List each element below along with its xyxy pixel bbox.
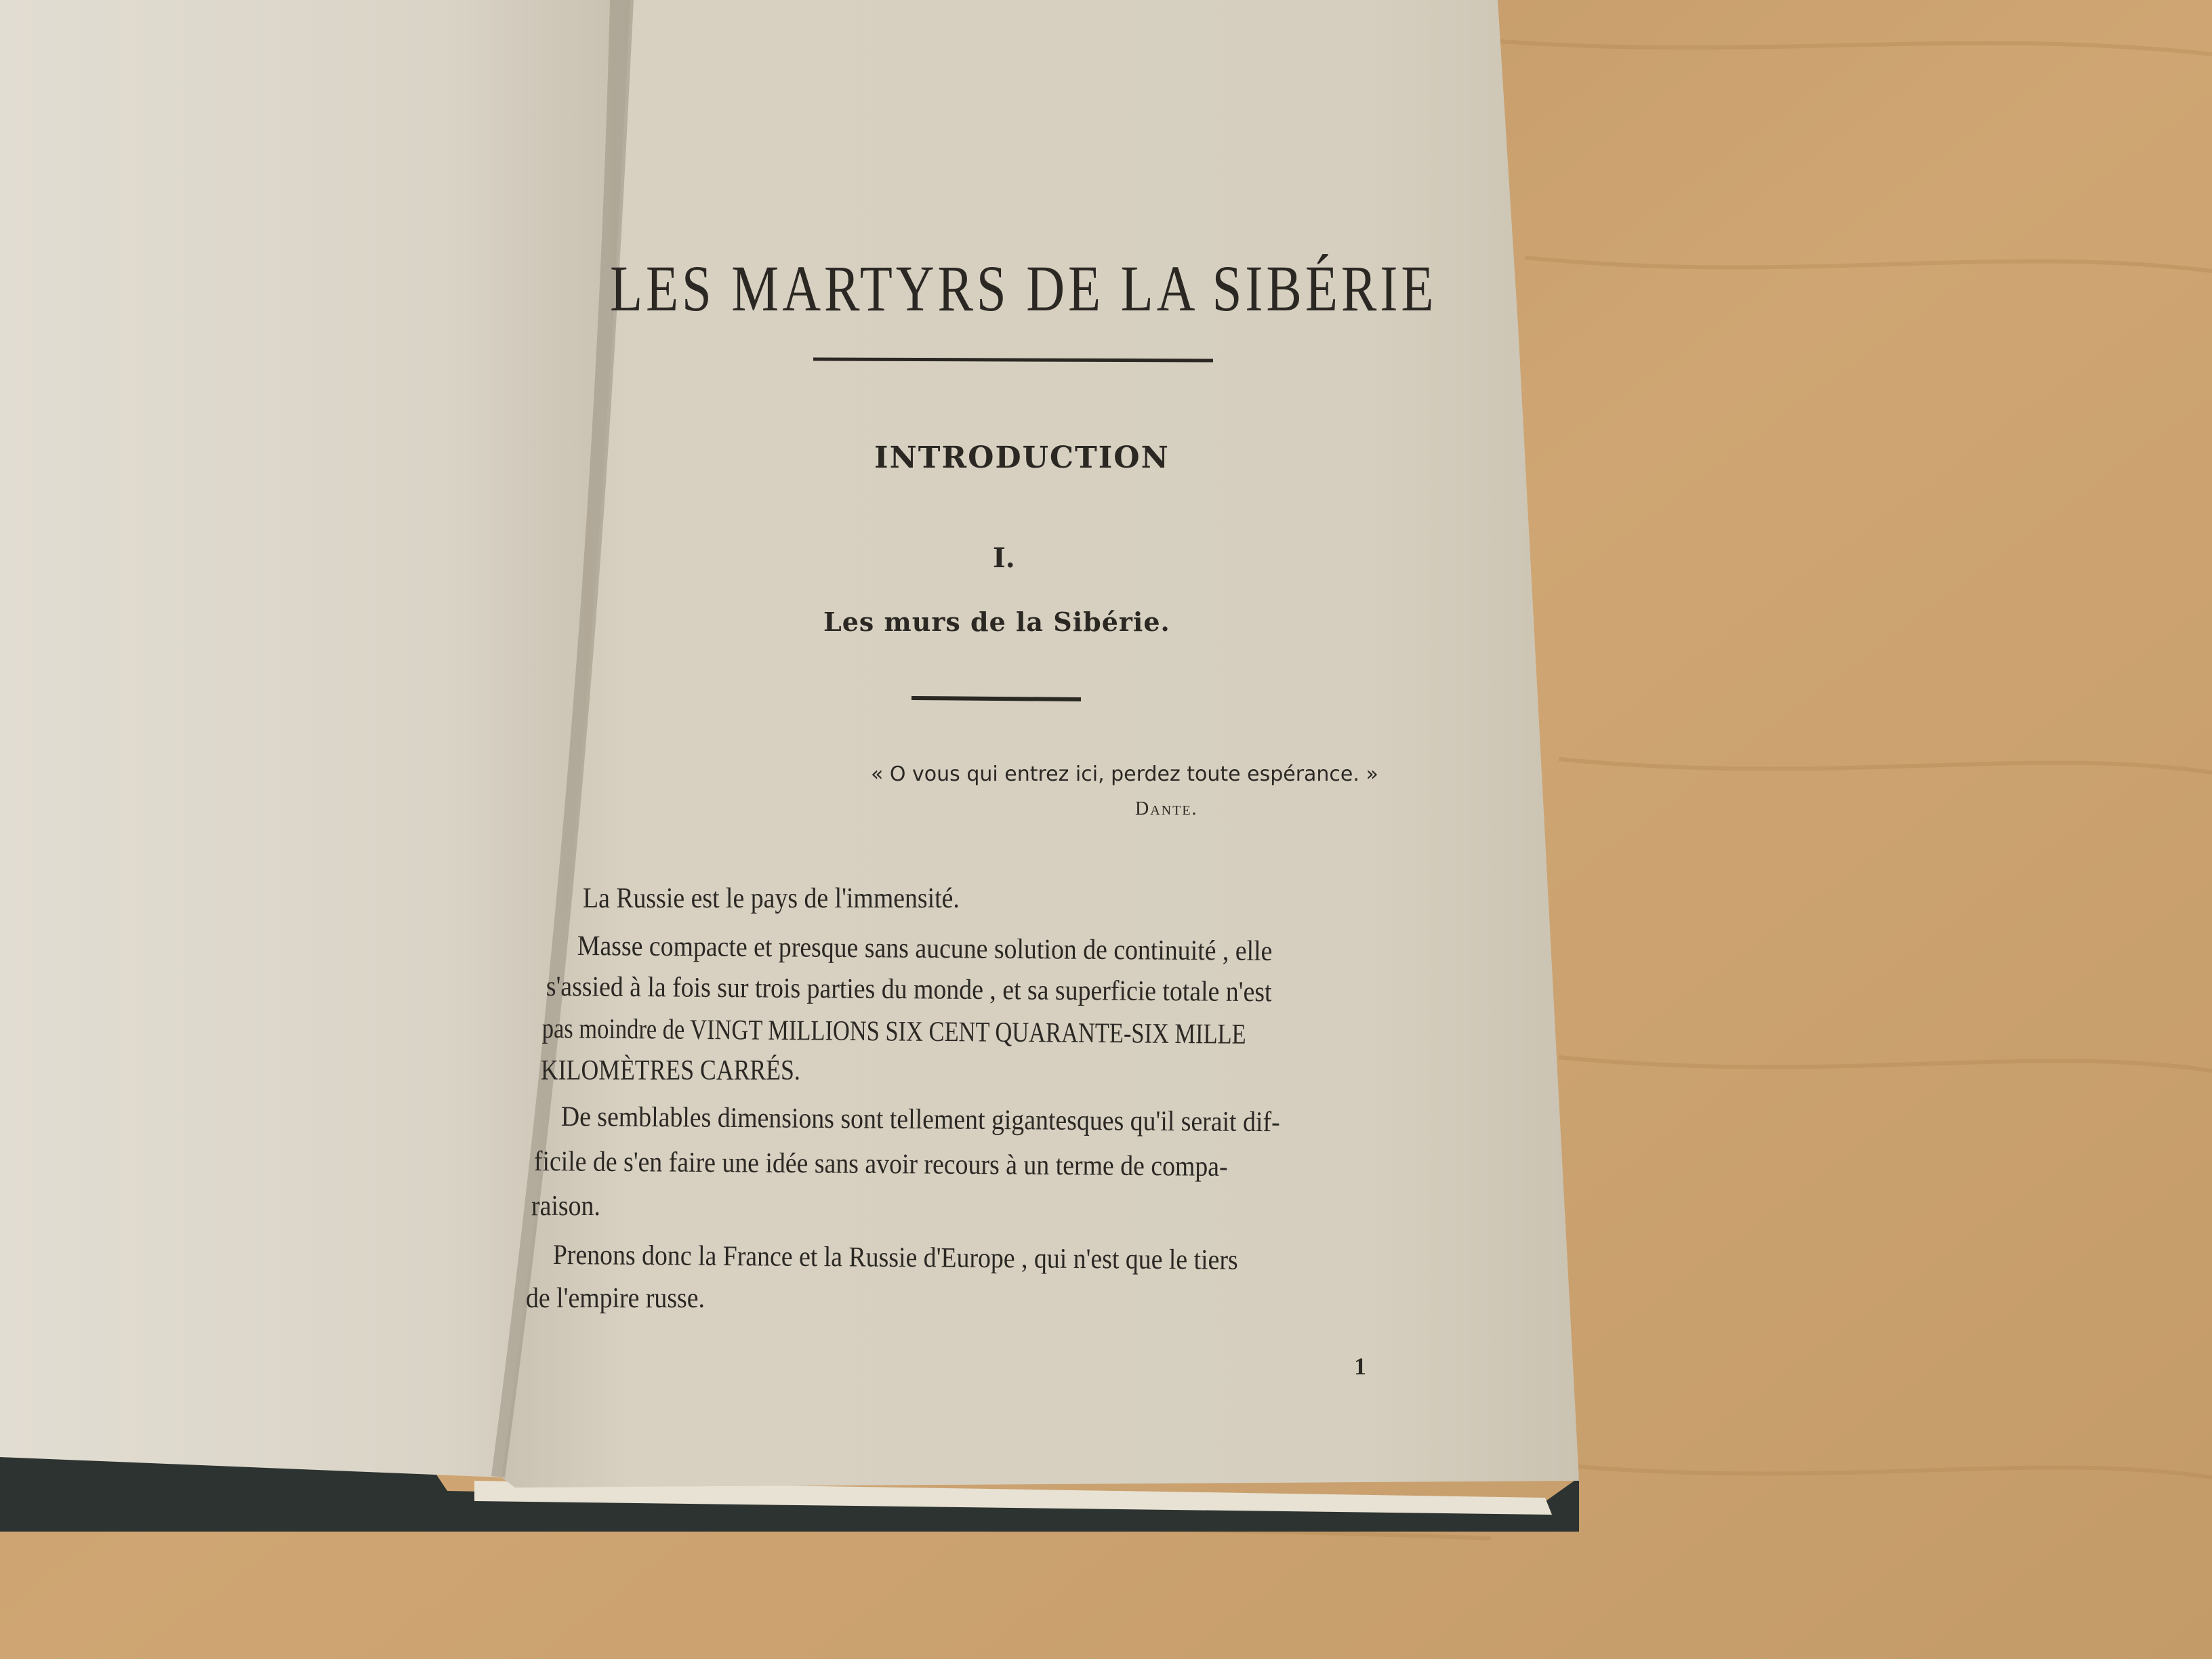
body-line: ficile de s'en faire une idée sans avoir recours à un terme de compa- — [533, 1146, 1228, 1183]
body-line: s'assied à la fois sur trois parties du monde , et sa superficie totale n'est — [546, 971, 1272, 1008]
epigraph-author: Dante. — [1135, 798, 1198, 819]
body-line: Prenons donc la France et la Russie d'Europe , qui n'est que le tiers — [552, 1240, 1238, 1276]
body-line: KILOMÈTRES CARRÉS. — [541, 1055, 800, 1086]
body-line: de l'empire russe. — [526, 1283, 705, 1314]
epigraph-quote: « O vous qui entrez ici, perdez toute espérance. » — [871, 762, 1378, 786]
book-title: LES MARTYRS DE LA SIBÉRIE — [610, 252, 1437, 325]
page-number: 1 — [1354, 1353, 1366, 1380]
chapter-number: I. — [993, 542, 1015, 574]
body-line: Masse compacte et presque sans aucune solution de continuité , elle — [577, 930, 1273, 967]
body-line: pas moindre de VINGT MILLIONS SIX CENT QUARANTE-SIX MILLE — [541, 1013, 1246, 1050]
body-line: La Russie est le pays de l'immensité. — [583, 883, 960, 914]
chapter-title: Les murs de la Sibérie. — [823, 607, 1170, 637]
section-heading: INTRODUCTION — [874, 441, 1170, 475]
body-line: raison. — [531, 1191, 600, 1222]
body-line: De semblables dimensions sont tellement gigantesques qu'il serait dif- — [560, 1101, 1280, 1139]
